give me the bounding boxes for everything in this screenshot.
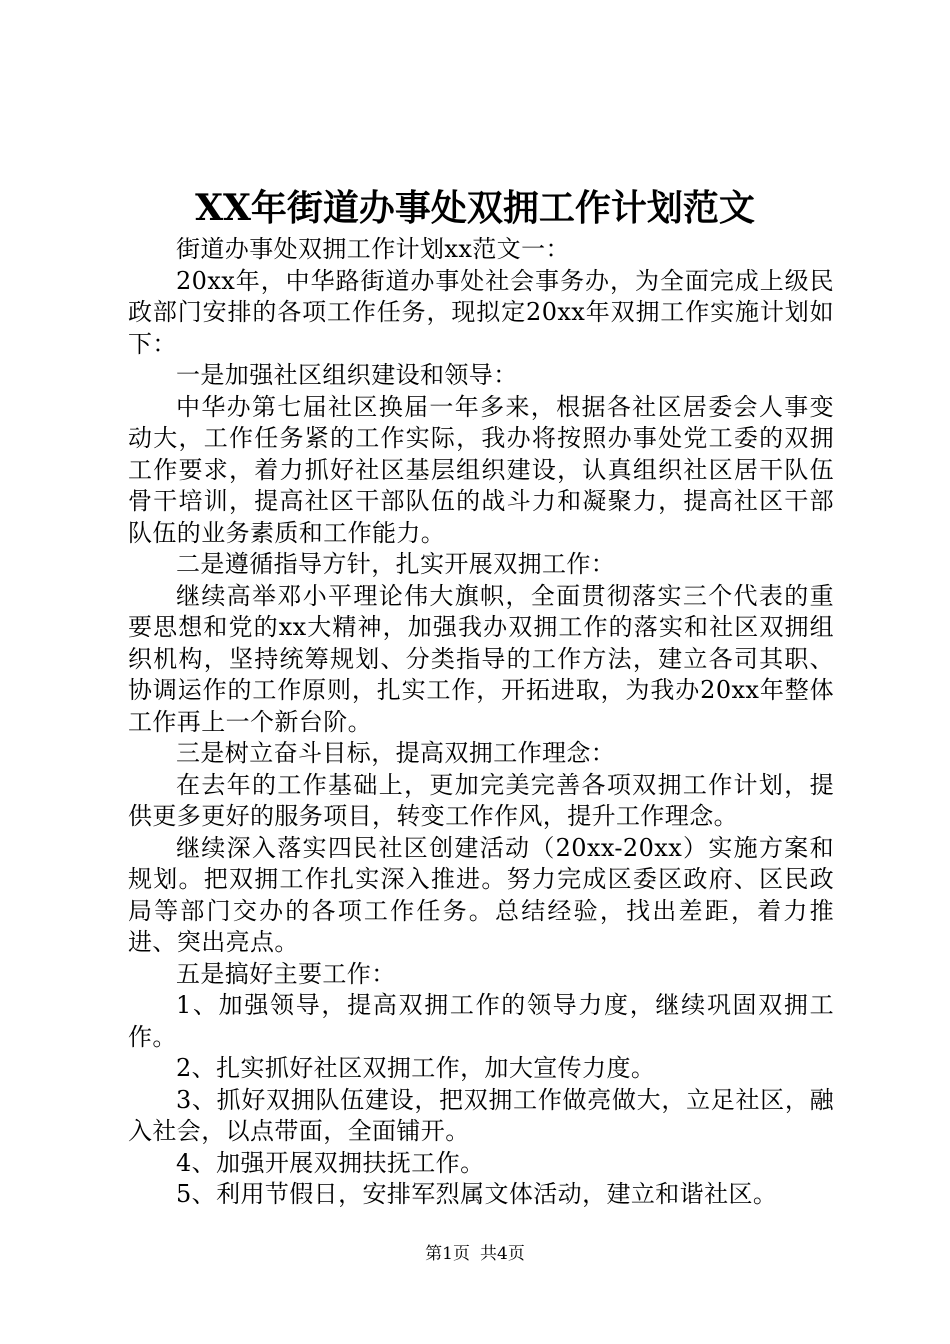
paragraph: 继续深入落实四民社区创建活动（20xx-20xx）实施方案和规划。把双拥工作扎实深入推进。努力完成区委区政府、区民政局等部门交办的各项工作任务。总结经验，找出差距，着力推进、突出亮点。 <box>128 833 834 956</box>
list-item: 1、加强领导，提高双拥工作的领导力度，继续巩固双拥工作。 <box>128 991 834 1051</box>
section-heading: 五是搞好主要工作： <box>176 959 396 988</box>
document-body <box>128 234 834 1211</box>
page-total: 共4页 <box>480 1244 525 1264</box>
section-heading: 一是加强社区组织建设和领导： <box>176 361 518 389</box>
list-item: 2、扎实抓好社区双拥工作，加大宣传力度。 <box>176 1054 656 1082</box>
section-heading: 二是遵循指导方针，扎实开展双拥工作： <box>176 550 616 578</box>
paragraph: 在去年的工作基础上，更加完美完善各项双拥工作计划，提供更多更好的服务项目，转变工作作风，提升工作理念。 <box>128 770 834 830</box>
paragraph: 20xx年，中华路街道办事处社会事务办，为全面完成上级民政部门安排的各项工作任务，现拟定20xx年双拥工作实施计划如下： <box>128 266 834 358</box>
paragraph: 街道办事处双拥工作计划xx范文一： <box>176 235 570 263</box>
section-heading: 三是树立奋斗目标，提高双拥工作理念： <box>176 739 616 767</box>
page-footer <box>0 1243 950 1265</box>
paragraph: 继续高举邓小平理论伟大旗帜，全面贯彻落实三个代表的重要思想和党的xx大精神，加强我办双拥工作的落实和社区双拥组织机构，坚持统筹规划、分类指导的工作方法，建立各司其职、协调运作的工作原则，扎实工作，开拓进取，为我办20xx年整体工作再上一个新台阶。 <box>128 581 834 736</box>
list-item: 4、加强开展双拥扶抚工作。 <box>176 1148 485 1177</box>
list-item: 5、利用节假日，安排军烈属文体活动，建立和谐社区。 <box>176 1180 778 1208</box>
page-number: 第1页 <box>425 1244 470 1264</box>
document-title: XX年街道办事处双拥工作计划范文 <box>195 187 755 229</box>
paragraph: 中华办第七届社区换届一年多来，根据各社区居委会人事变动大，工作任务紧的工作实际，我办将按照办事处党工委的双拥工作要求，着力抓好社区基层组织建设，认真组织社区居干队伍骨干培训，提高社区干部队伍的战斗力和凝聚力，提高社区干部队伍的业务素质和工作能力。 <box>128 392 834 547</box>
list-item: 3、抓好双拥队伍建设，把双拥工作做亮做大，立足社区，融入社会，以点带面，全面铺开。 <box>128 1085 834 1145</box>
